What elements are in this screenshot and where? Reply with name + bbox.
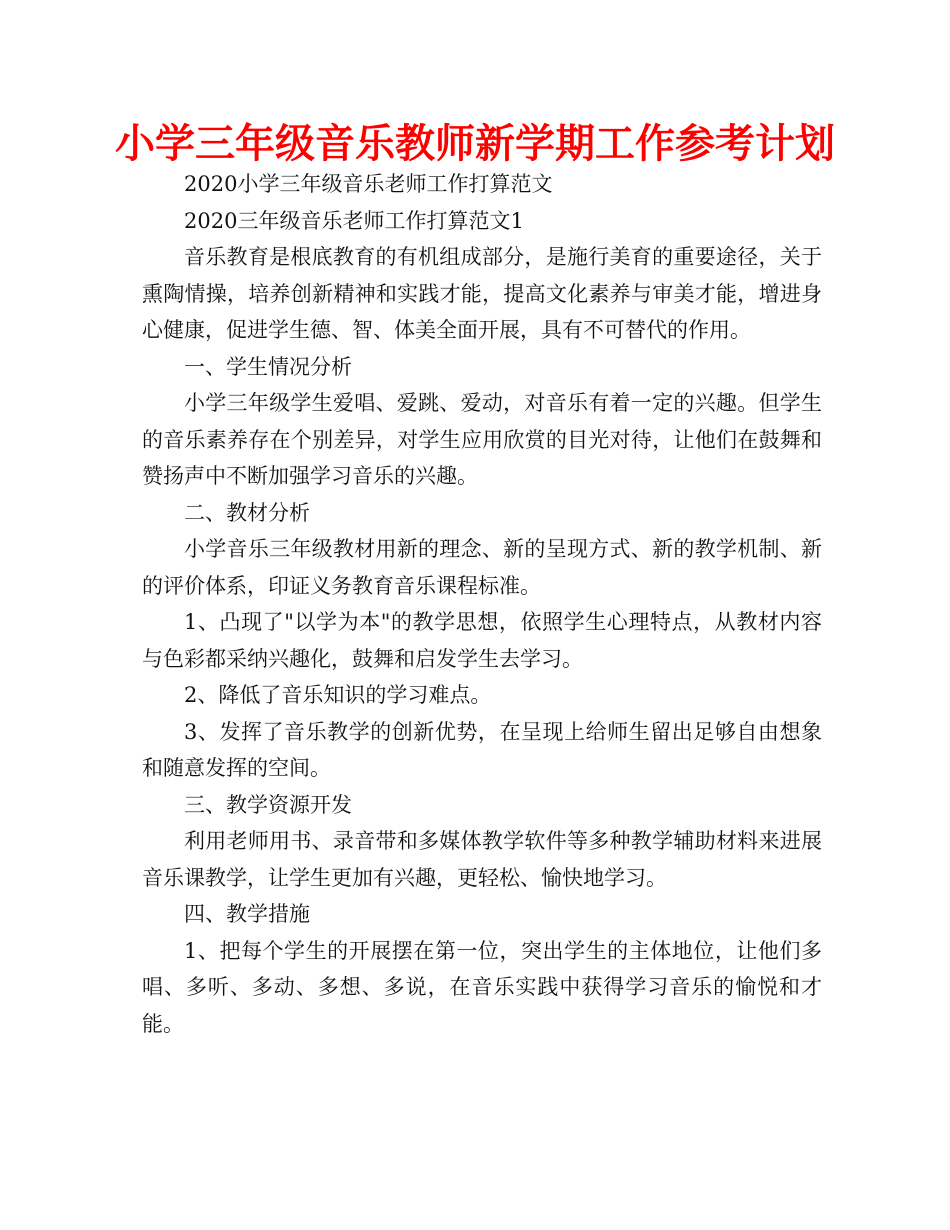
- document-title: 小学三年级音乐教师新学期工作参考计划: [115, 121, 835, 167]
- section-heading-measures: 四、教学措施: [184, 902, 310, 926]
- paragraph-textbook-analysis: 小学音乐三年级教材用新的理念、新的呈现方式、新的教学机制、新的评价体系，印证义务教育音乐课程标准。: [142, 537, 822, 598]
- paragraph-intro-1: 2020小学三年级音乐老师工作打算范文: [184, 172, 553, 196]
- paragraph-measures-point-1: 1、把每个学生的开展摆在第一位，突出学生的主体地位，让他们多唱、多听、多动、多想、多说，在音乐实践中获得学习音乐的愉悦和才能。: [142, 938, 822, 1036]
- paragraph-textbook-point-3: 3、发挥了音乐教学的创新优势，在呈现上给师生留出足够自由想象和随意发挥的空间。: [142, 719, 822, 780]
- paragraph-student-analysis: 小学三年级学生爱唱、爱跳、爱动，对音乐有着一定的兴趣。但学生的音乐素养存在个别差异，对学生应用欣赏的目光对待，让他们在鼓舞和赞扬声中不断加强学习音乐的兴趣。: [142, 391, 822, 488]
- section-heading-student-analysis: 一、学生情况分析: [184, 354, 352, 379]
- section-heading-resources: 三、教学资源开发: [184, 792, 352, 817]
- paragraph-intro-2: 2020三年级音乐老师工作打算范文1: [184, 208, 524, 233]
- paragraph-music-education: 音乐教育是根底教育的有机组成部分，是施行美育的重要途径，关于熏陶情操，培养创新精神和实践才能，提高文化素养与审美才能，增进身心健康，促进学生德、智、体美全面开展，具有不可替代的作用。: [142, 245, 822, 342]
- document-body: [142, 166, 822, 1042]
- paragraph-textbook-point-1: 1、凸现了"以学为本"的教学思想，依照学生心理特点，从教材内容与色彩都采纳兴趣化，鼓舞和启发学生去学习。: [142, 610, 822, 671]
- paragraph-textbook-point-2: 2、降低了音乐知识的学习难点。: [184, 683, 492, 707]
- paragraph-resources: 利用老师用书、录音带和多媒体教学软件等多种教学辅助材料来进展音乐课教学，让学生更加有兴趣，更轻松、愉快地学习。: [142, 829, 822, 890]
- section-heading-textbook-analysis: 二、教材分析: [184, 500, 310, 525]
